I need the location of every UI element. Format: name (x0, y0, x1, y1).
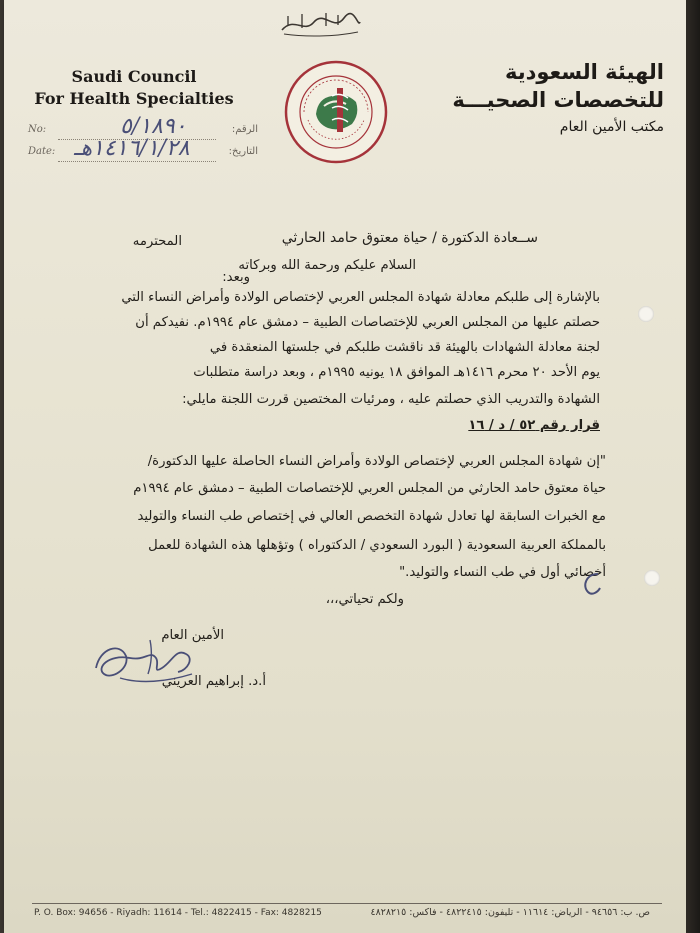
recipient-line: ســعادة الدكتورة / حياة معتوق حامد الحارثي (281, 230, 538, 246)
org-name-en-line1: Saudi Council (71, 67, 197, 86)
body-line-4: يوم الأحد ٢٠ محرم ١٤١٦هـ الموافق ١٨ يونيه ١٩٩٥م ، وبعد دراسة متطلبات (193, 365, 600, 380)
decision-line-5: أخصائي أول في طب النساء والتوليد." (399, 565, 606, 580)
footer-address-en: P. O. Box: 94656 - Riyadh: 11614 - Tel.: 4822415 - Fax: 4828215 (34, 908, 322, 918)
date-label-ar: التاريخ: (228, 146, 258, 157)
honorific: المحترمه (132, 234, 182, 249)
signer-name: أ.د. إبراهيم العريني (161, 674, 266, 689)
body-line-5: الشهادة والتدريب الذي حصلتم عليه ، ومرئيات المختصين قررت اللجنة مايلي: (182, 392, 600, 407)
date-dotted-line (58, 161, 216, 162)
wabaad: وبعد: (222, 270, 250, 285)
decision-line-4: بالمملكة العربية السعودية ( البورد السعودي / الدكتوراه ) وتؤهلها هذه الشهادة للعمل (148, 538, 606, 553)
punch-hole-bottom (644, 570, 660, 586)
body-line-3: لجنة معادلة الشهادات بالهيئة قد ناقشت طلبكم في جلستها المنعقدة في (209, 340, 600, 355)
reference-number-value: ٥/١٨٩٠ (120, 114, 187, 139)
org-name-ar-line2: للتخصصات الصحيـــة (452, 88, 664, 112)
date-row (28, 136, 258, 164)
footer-address-ar: ص. ب: ٩٤٦٥٦ - الرياض: ١١٦١٤ - تليفون: ٤٨٢٢٤١٥ - فاكس: ٤٨٢٨٢١٥ (370, 907, 650, 918)
background-edge (686, 0, 700, 933)
punch-hole-top (638, 306, 654, 322)
org-name-english (34, 66, 234, 110)
decision-line-1: "إن شهادة المجلس العربي لإختصاص الولادة وأمراض النساء الحاصلة عليها الدكتورة/ (147, 454, 606, 469)
date-value: ١٤١٦/١/٢٨هـ (74, 136, 190, 161)
footer-divider (32, 903, 662, 904)
closing-line: ولكم تحياتي،،، (325, 592, 404, 607)
number-label-en: No: (28, 124, 47, 135)
org-name-en-line2: For Health Specialties (34, 89, 234, 108)
body-line-2: حصلتم عليها من المجلس العربي للإختصاصات الطبية – دمشق عام ١٩٩٤م. نفيدكم أن (135, 315, 600, 330)
decision-reference: قرار رقم ٥٢ / د / ١٦ (468, 418, 600, 433)
number-label-ar: الرقم: (231, 124, 258, 135)
signer-title: الأمين العام (161, 628, 224, 643)
org-name-arabic (424, 58, 664, 114)
date-label-en: Date: (28, 146, 56, 157)
office-name-arabic: مكتب الأمين العام (559, 119, 664, 135)
council-logo (282, 58, 390, 166)
decision-line-3: مع الخبرات السابقة لها تعادل شهادة التخصص العالي في إختصاص طب النساء والتوليد (137, 509, 606, 524)
pen-check-mark (578, 568, 606, 598)
decision-line-2: حياة معتوق حامد الحارثي من المجلس العربي للإختصاصات الطبية – دمشق عام ١٩٩٤م (133, 481, 606, 496)
body-line-1: بالإشارة إلى طلبكم معادلة شهادة المجلس العربي لإختصاص الولادة وأمراض النساء التي (121, 290, 600, 305)
basmala-calligraphy (274, 8, 364, 38)
org-name-ar-line1: الهيئة السعودية (504, 60, 664, 84)
greeting-line: السلام عليكم ورحمة الله وبركاته (238, 258, 416, 273)
letter-page (4, 0, 686, 933)
